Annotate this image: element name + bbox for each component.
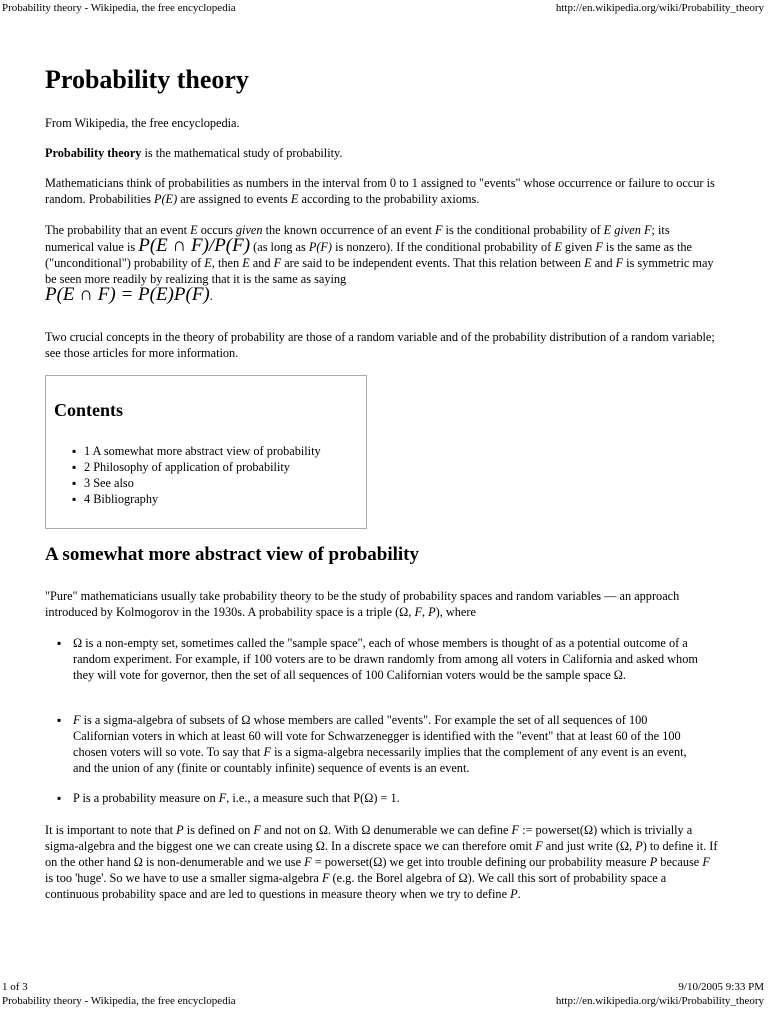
bullet-icon — [57, 790, 69, 806]
math-e: E — [204, 256, 212, 270]
math-e: E — [190, 223, 198, 237]
text: and just write (Ω, — [542, 839, 636, 853]
math-f: F — [414, 605, 422, 619]
formula-conditional: P(E ∩ F)/P(F) — [138, 235, 251, 256]
math-p: P — [510, 887, 518, 901]
print-footer-title: Probability theory - Wikipedia, the free encyclopedia — [2, 995, 236, 1007]
math-f: F — [304, 855, 312, 869]
text: is the conditional probability of — [442, 223, 604, 237]
paragraph-probabilities — [45, 175, 720, 207]
math-f: F — [434, 223, 443, 237]
math-f: F — [702, 855, 710, 869]
text: := powerset(Ω) which is trivially a sigma-algebra and the biggest one we can create using Ω. In a discrete space we can therefore omit — [45, 823, 693, 853]
math-f: F — [535, 839, 543, 853]
bullet-sigma-algebra — [73, 712, 705, 776]
page-title: Probability theory — [45, 65, 249, 94]
bullet-sample-space — [73, 635, 705, 683]
bullet-icon — [57, 712, 69, 728]
text: is symmetric may be seen more readily by realizing that it is the same as saying — [45, 256, 714, 286]
text: and — [249, 256, 274, 270]
text: Ω is a non-empty set, sometimes called the "sample space", each of whose members is thought of as a potential outcome of a random experiment. For example, if 100 voters are to be drawn randomly from among all voters in California and asked whom they will vote for governor, then the set of all sequences of 100 Californian voters would be the sample space Ω. — [73, 636, 698, 682]
text: is a sigma-algebra of subsets of Ω whose members are called "events". For example the set of all sequences of 100 Californian voters in which at least 60 will vote for Schwarzenegger is identified with the "event" that at least 60 of the 100 chosen voters will so vote. To say that — [73, 713, 681, 759]
text: ; its numerical value is — [45, 223, 670, 254]
text: is too 'huge'. So we have to use a smaller sigma-algebra — [45, 871, 322, 885]
text: = powerset(Ω) we get into trouble defining our probability measure — [311, 855, 650, 869]
text: is a sigma-algebra necessarily implies that the complement of any event is an event, and the union of any (finite or countably infinite) sequence of events is an event. — [73, 745, 687, 775]
emph-given: given — [235, 223, 263, 237]
text: The probability that an event — [45, 223, 191, 237]
text: , — [421, 605, 429, 619]
text: and not on Ω. With Ω denumerable we can define — [260, 823, 512, 837]
math-pe: P(E) — [153, 192, 178, 206]
math-f: F — [321, 871, 330, 885]
text: because — [657, 855, 703, 869]
text: and — [591, 256, 616, 270]
toc-list — [72, 443, 321, 507]
paragraph-conditional — [45, 222, 720, 304]
emph-given: given — [614, 223, 641, 237]
math-p: P — [649, 855, 658, 869]
print-footer-url: http://en.wikipedia.org/wiki/Probability_theory — [555, 995, 764, 1007]
formula-independence: P(E ∩ F) = P(E)P(F) — [45, 284, 210, 305]
math-f: F — [263, 745, 272, 759]
math-e: E — [242, 256, 250, 270]
math-f: F — [595, 240, 603, 254]
print-header-url: http://en.wikipedia.org/wiki/Probability_theory — [555, 2, 764, 14]
intro-text: is the mathematical study of probability. — [141, 146, 343, 160]
math-e: E — [584, 256, 592, 270]
math-f: F — [615, 256, 624, 270]
text: is nonzero). If the conditional probability of — [332, 240, 555, 254]
text: (e.g. the Borel algebra of Ω). We call this sort of probability space a continuous probability space and are led to questions in measure theory when we try to define — [45, 871, 667, 901]
text: Mathematicians think of probabilities as numbers in the interval from 0 to 1 assigned to "events" whose occurrence or failure to occur is random. Probabilities — [45, 176, 715, 206]
bullet-icon — [57, 635, 69, 651]
text: given — [561, 240, 596, 254]
toc-item[interactable]: ▪ 1 A somewhat more abstract view of probability — [72, 443, 321, 459]
text: It is important to note that — [45, 823, 177, 837]
text: according to the probability axioms. — [298, 192, 480, 206]
text: P is a probability measure on — [73, 791, 219, 805]
math-f: F — [218, 791, 227, 805]
text: are said to be independent events. That this relation between — [281, 256, 585, 270]
text: . — [209, 289, 213, 303]
text: occurs — [197, 223, 236, 237]
math-pf: P(F) — [308, 240, 333, 254]
text: ), where — [435, 605, 476, 619]
print-footer-page: 1 of 3 — [2, 981, 28, 993]
math-f: F — [511, 823, 520, 837]
section-heading: A somewhat more abstract view of probability — [45, 544, 419, 565]
text: , then — [211, 256, 243, 270]
text: . — [517, 887, 521, 901]
text: is defined on — [183, 823, 254, 837]
math-e: E — [290, 192, 299, 206]
text: (as long as — [250, 240, 309, 254]
math-f: F — [273, 256, 282, 270]
math-e: E — [554, 240, 562, 254]
intro-term: Probability theory — [45, 146, 142, 160]
math-p: P — [176, 823, 184, 837]
math-f: F — [643, 223, 652, 237]
text: is the same as the ("unconditional") probability of — [45, 240, 692, 270]
paragraph-concepts: Two crucial concepts in the theory of probability are those of a random variable and of the probability distribution of a random variable; see those articles for more information. — [45, 330, 715, 360]
print-header-title: Probability theory - Wikipedia, the free encyclopedia — [2, 2, 236, 14]
toc-item[interactable]: ▪ 3 See also — [72, 475, 321, 491]
site-subtitle: From Wikipedia, the free encyclopedia. — [45, 116, 240, 130]
paragraph-pure — [45, 588, 720, 620]
math-e: E — [603, 223, 612, 237]
paragraph-defined-on — [45, 822, 720, 902]
intro-paragraph — [45, 145, 720, 161]
math-f: F — [73, 713, 81, 727]
print-footer-datetime: 9/10/2005 9:33 PM — [678, 981, 764, 993]
toc-item[interactable]: ▪ 4 Bibliography — [72, 491, 321, 507]
table-of-contents — [45, 375, 367, 529]
math-f: F — [253, 823, 261, 837]
text: the known occurrence of an event — [262, 223, 435, 237]
text: ) to define it. If on the other hand Ω is non-denumerable and we use — [45, 839, 718, 869]
toc-item[interactable]: ▪ 2 Philosophy of application of probability — [72, 459, 321, 475]
math-p: P — [428, 605, 436, 619]
toc-title: Contents — [54, 400, 124, 420]
bullet-probability-measure — [73, 790, 705, 806]
text: "Pure" mathematicians usually take probability theory to be the study of probability spaces and random variables — an approach introduced by Kolmogorov in the 1930s. A probability space is a triple (Ω, — [45, 589, 680, 619]
math-p: P — [635, 839, 643, 853]
text: , i.e., a measure such that P(Ω) = 1. — [226, 791, 400, 805]
text: are assigned to events — [177, 192, 291, 206]
